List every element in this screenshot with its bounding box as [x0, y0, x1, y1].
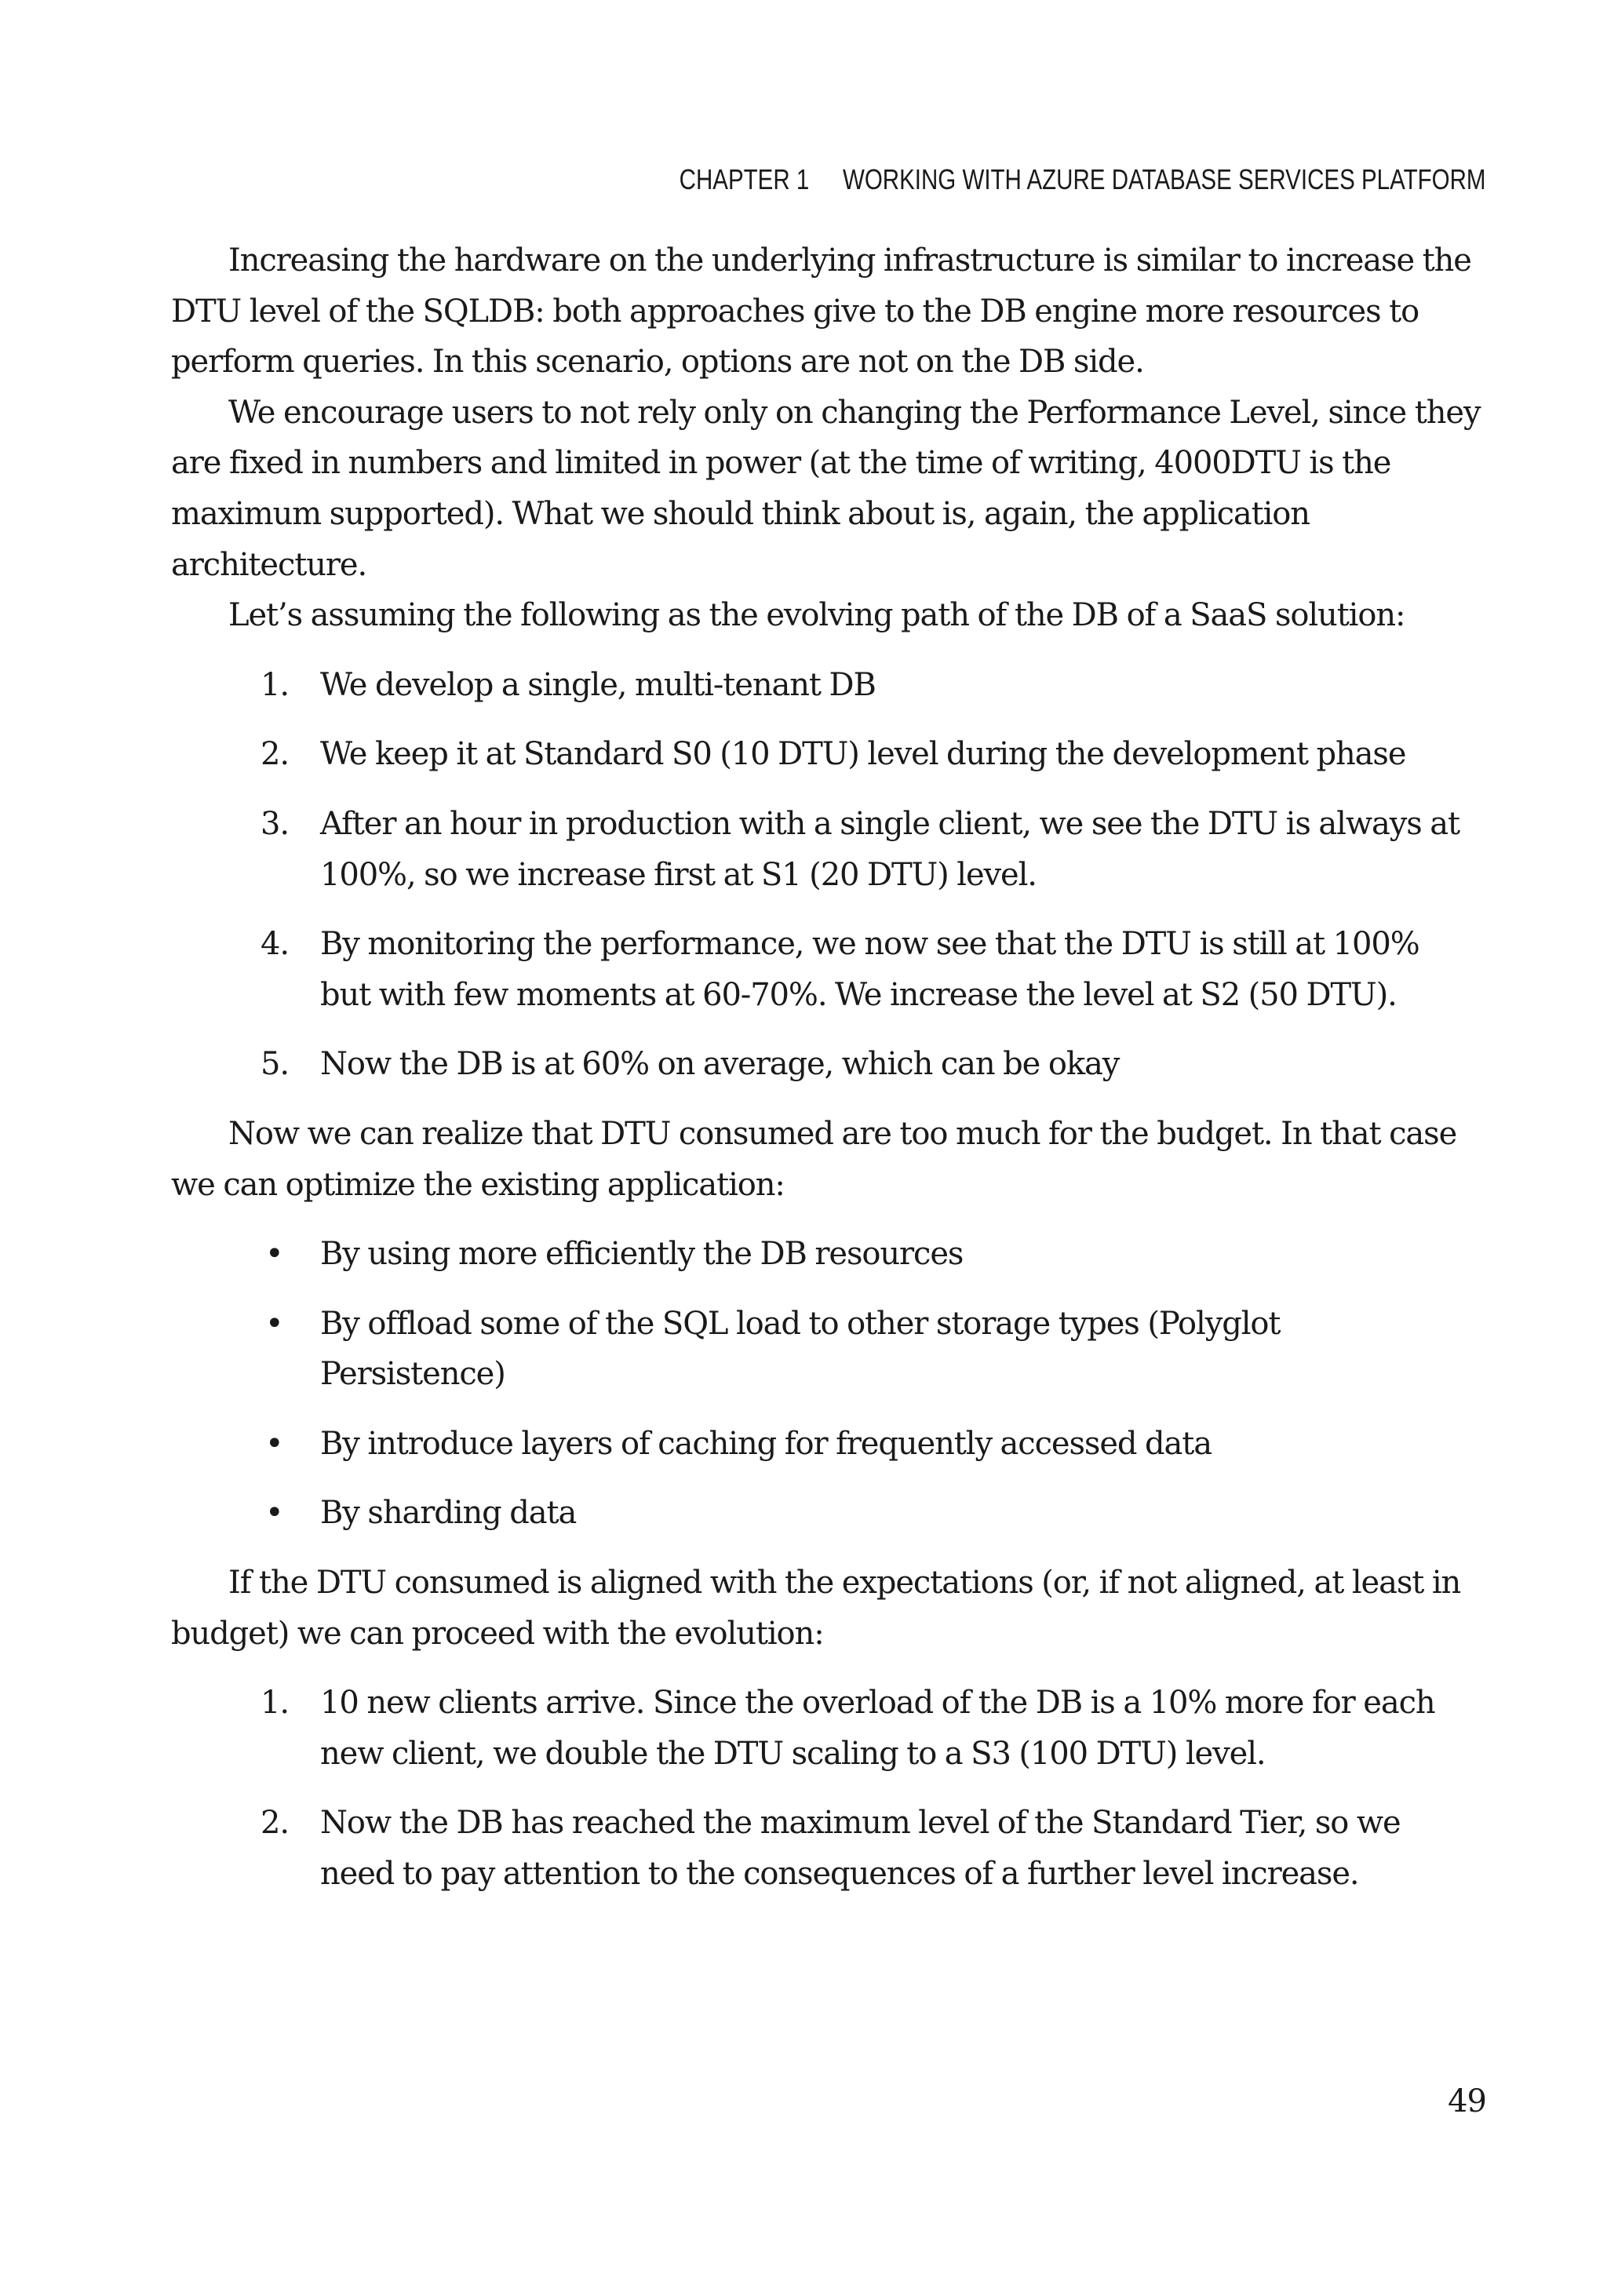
page-number: 49 [1448, 2083, 1486, 2119]
optimization-bullet-list [171, 1229, 1489, 1539]
bullet-item [171, 1419, 1466, 1470]
bullet-item-text: By offload some of the SQL load to other storage types (Polyglot Persistence) [320, 1305, 1281, 1393]
chapter-label: CHAPTER 1 [680, 163, 810, 195]
list-marker: 2. [261, 1805, 289, 1842]
list-item [171, 799, 1466, 900]
bullet-marker: • [265, 1236, 283, 1273]
list-marker: 1. [261, 1685, 289, 1722]
list-item [171, 1798, 1466, 1899]
bullet-marker: • [265, 1305, 283, 1342]
list-item-text: We develop a single, multi-tenant DB [320, 666, 876, 703]
list-marker: 5. [261, 1046, 289, 1083]
list-item-text: Now the DB is at 60% on average, which can be okay [320, 1046, 1120, 1083]
paragraph: We encourage users to not rely only on changing the Performance Level, since they are fixed in numbers and limited in power (at the time of writing, 4000DTU is the maximum supported). What we should think about is, again, the application architecture. [171, 394, 1481, 583]
list-marker: 1. [261, 666, 289, 703]
list-item [171, 729, 1466, 780]
bullet-item-text: By introduce layers of caching for frequently accessed data [320, 1425, 1212, 1462]
list-item-text: 10 new clients arrive. Since the overload of the DB is a 10% more for each new client, we double the DTU scaling to a S3 (100 DTU) level. [320, 1685, 1435, 1772]
chapter-title: WORKING WITH AZURE DATABASE SERVICES PLATFORM [843, 163, 1486, 195]
list-marker: 2. [261, 736, 289, 773]
evolution-list [171, 660, 1489, 1090]
paragraph: If the DTU consumed is aligned with the expectations (or, if not aligned, at least in budget) we can proceed with the evolution: [171, 1565, 1461, 1652]
bullet-item [171, 1488, 1466, 1539]
paragraph: Increasing the hardware on the underlying infrastructure is similar to increase the DTU level of the SQLDB: both approaches give to the DB engine more resources to perform queries. In this scenario, options are not on the DB side. [171, 242, 1471, 381]
list-item [171, 1039, 1466, 1090]
list-item-text: After an hour in production with a single client, we see the DTU is always at 100%, so we increase first at S1 (20 DTU) level. [320, 805, 1459, 893]
list-item [171, 1678, 1466, 1779]
running-header [680, 163, 1486, 196]
list-marker: 3. [261, 805, 289, 842]
paragraph: Now we can realize that DTU consumed are too much for the budget. In that case we can optimize the existing application: [171, 1115, 1457, 1203]
list-marker: 4. [261, 926, 289, 963]
list-item [171, 919, 1466, 1020]
bullet-item [171, 1299, 1466, 1400]
paragraph: Let’s assuming the following as the evolving path of the DB of a SaaS solution: [228, 597, 1405, 634]
bullet-marker: • [265, 1425, 283, 1462]
list-item-text: Now the DB has reached the maximum level of the Standard Tier, so we need to pay attention to the consequences of a further level increase. [320, 1805, 1401, 1893]
list-item-text: By monitoring the performance, we now see that the DTU is still at 100% but with few moments at 60-70%. We increase the level at S2 (50 DTU). [320, 926, 1419, 1013]
list-item-text: We keep it at Standard S0 (10 DTU) level during the development phase [320, 736, 1406, 773]
evolution-list-continued [171, 1678, 1489, 1899]
list-item [171, 660, 1466, 711]
page-body [171, 235, 1489, 1919]
bullet-item-text: By sharding data [320, 1495, 577, 1532]
bullet-item-text: By using more efficiently the DB resources [320, 1236, 964, 1273]
bullet-marker: • [265, 1495, 283, 1532]
bullet-item [171, 1229, 1466, 1280]
